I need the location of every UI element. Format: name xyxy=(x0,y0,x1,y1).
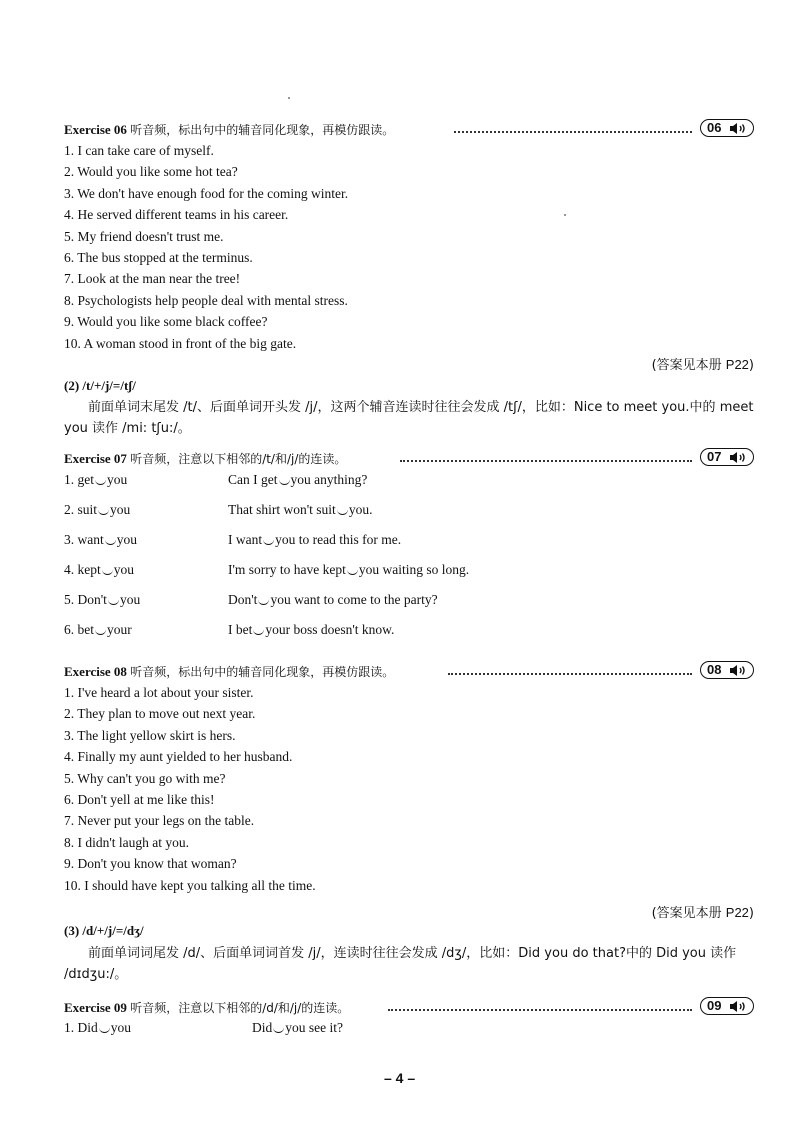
example-sentence xyxy=(252,1020,343,1036)
word-2: you xyxy=(119,592,141,607)
word-2: you xyxy=(116,532,137,547)
liaison-mark xyxy=(337,508,348,515)
list-item: 7. Never put your legs on the table. xyxy=(64,813,255,829)
word-2: you xyxy=(110,1020,131,1035)
pair-row xyxy=(64,618,754,648)
exercise-06-list xyxy=(64,140,348,354)
exercise-instruction: 听音频，注意以下相邻的/t/和/j/的连读。 xyxy=(130,452,347,466)
pair-row xyxy=(64,468,754,498)
example-sentence xyxy=(228,592,438,608)
liaison-mark xyxy=(95,478,106,485)
exercise-label: Exercise 08 xyxy=(64,664,127,679)
answer-suffix: ) xyxy=(748,358,754,373)
liaison-mark xyxy=(347,568,358,575)
pair-row xyxy=(64,558,754,588)
answer-prefix: (答案见本册 xyxy=(651,906,726,921)
list-item: 3. We don't have enough food for the coming winter. xyxy=(64,185,349,201)
exercise-instruction: 听音频，标出句中的辅音同化现象，再模仿跟读。 xyxy=(130,665,395,679)
word-1: bet xyxy=(77,622,94,637)
exercise-06-title xyxy=(64,121,394,138)
speaker-icon xyxy=(730,123,746,134)
sentence-part-2: you. xyxy=(348,502,373,517)
sentence-part-1: I'm sorry to have kept xyxy=(228,562,346,577)
exercise-label: Exercise 07 xyxy=(64,451,127,466)
word-1: want xyxy=(77,532,104,547)
sentence-part-1: Did xyxy=(252,1020,273,1035)
answer-page: P22 xyxy=(725,357,749,372)
item-number: 1. xyxy=(64,1020,75,1035)
item-number: 4. xyxy=(64,562,75,577)
item-number: 2. xyxy=(64,502,75,517)
exercise-instruction: 听音频，标出句中的辅音同化现象，再模仿跟读。 xyxy=(130,123,395,137)
example-sentence xyxy=(228,562,469,578)
liaison-mark xyxy=(253,628,264,635)
list-item: 8. Psychologists help people deal with mental stress. xyxy=(64,292,348,308)
sentence-part-2: you want to come to the party? xyxy=(270,592,438,607)
list-item: 4. Finally my aunt yielded to her husband. xyxy=(64,749,293,765)
item-number: 1. xyxy=(64,472,75,487)
dotted-leader xyxy=(400,460,692,462)
liaison-mark xyxy=(95,628,106,635)
sentence-part-2: you waiting so long. xyxy=(358,562,470,577)
list-item: 6. The bus stopped at the terminus. xyxy=(64,249,253,265)
exercise-instruction: 听音频，注意以下相邻的/d/和/j/的连读。 xyxy=(130,1001,350,1015)
item-number: 3. xyxy=(64,532,75,547)
exercise-08-title xyxy=(64,663,394,680)
track-number: 08 xyxy=(707,662,722,677)
word-2: you xyxy=(107,472,128,487)
pair-row xyxy=(64,498,754,528)
track-number: 09 xyxy=(707,998,722,1013)
scan-speck xyxy=(564,214,566,216)
sentence-part-1: That shirt won't suit xyxy=(228,502,336,517)
list-item: 9. Don't you know that woman? xyxy=(64,856,237,872)
track-number: 07 xyxy=(707,449,722,464)
list-item: 6. Don't yell at me like this! xyxy=(64,791,215,807)
list-item: 3. The light yellow skirt is hers. xyxy=(64,727,236,743)
list-item: 2. They plan to move out next year. xyxy=(64,706,256,722)
list-item: 2. Would you like some hot tea? xyxy=(64,164,238,180)
dotted-leader xyxy=(388,1009,692,1011)
liaison-mark xyxy=(279,478,290,485)
sentence-part-1: Don't xyxy=(228,592,258,607)
example-sentence xyxy=(228,472,367,488)
word-1: suit xyxy=(77,502,98,517)
word-2: your xyxy=(107,622,132,637)
word-1: Did xyxy=(77,1020,98,1035)
word-pair xyxy=(64,562,134,578)
answer-reference xyxy=(652,354,754,373)
exercise-08-header xyxy=(64,661,754,683)
liaison-mark xyxy=(258,598,269,605)
answer-prefix: (答案见本册 xyxy=(651,358,726,373)
exercise-07-header xyxy=(64,448,754,470)
sentence-part-2: your boss doesn't know. xyxy=(265,622,395,637)
workbook-page xyxy=(64,0,754,1131)
section-2-title: (2) /t/+/j/=/tʃ/ xyxy=(64,378,136,393)
exercise-label: Exercise 06 xyxy=(64,122,127,137)
exercise-07-title xyxy=(64,450,346,467)
audio-track-badge[interactable] xyxy=(700,997,754,1015)
answer-page: P22 xyxy=(725,905,749,920)
liaison-mark xyxy=(273,1026,284,1033)
example-sentence xyxy=(228,532,401,548)
word-pair xyxy=(64,622,132,638)
exercise-07-pairs xyxy=(64,468,754,648)
dotted-leader xyxy=(448,673,692,675)
page-number: – 4 – xyxy=(384,1070,416,1086)
word-pair xyxy=(64,532,137,548)
exercise-09-title xyxy=(64,999,349,1016)
audio-track-badge[interactable] xyxy=(700,448,754,466)
liaison-mark xyxy=(98,508,109,515)
list-item: 10. I should have kept you talking all the time. xyxy=(64,877,316,893)
speaker-icon xyxy=(730,665,746,676)
word-1: kept xyxy=(77,562,101,577)
dotted-leader xyxy=(454,131,692,133)
section-2-description: 前面单词末尾发 /t/、后面单词开头发 /j/，这两个辅音连读时往往会发成 /tʃ/，比如：Nice to meet you.中的 meet you 读作 /mi: tʃu:/。 xyxy=(64,400,754,436)
liaison-mark xyxy=(102,568,113,575)
word-pair xyxy=(64,502,130,518)
list-item: 1. I can take care of myself. xyxy=(64,143,214,158)
example-sentence xyxy=(228,622,394,638)
item-number: 5. xyxy=(64,592,75,607)
track-number: 06 xyxy=(707,120,722,135)
list-item: 5. My friend doesn't trust me. xyxy=(64,228,224,244)
word-2: you xyxy=(110,502,131,517)
pair-row xyxy=(64,1016,754,1046)
list-item: 7. Look at the man near the tree! xyxy=(64,271,241,287)
example-sentence xyxy=(228,502,372,518)
sentence-part-2: you to read this for me. xyxy=(275,532,402,547)
item-number: 6. xyxy=(64,622,75,637)
list-item: 8. I didn't laugh at you. xyxy=(64,834,190,850)
speaker-icon xyxy=(730,452,746,463)
sentence-part-1: Can I get xyxy=(228,472,278,487)
list-item: 4. He served different teams in his career. xyxy=(64,207,289,223)
section-3-title: (3) /d/+/j/=/dʒ/ xyxy=(64,923,144,938)
sentence-part-1: I want xyxy=(228,532,263,547)
answer-suffix: ) xyxy=(748,906,754,921)
pair-row xyxy=(64,588,754,618)
word-pair xyxy=(64,1020,131,1036)
word-1: get xyxy=(77,472,94,487)
list-item: 9. Would you like some black coffee? xyxy=(64,314,268,330)
exercise-08-list xyxy=(64,682,316,896)
list-item: 10. A woman stood in front of the big gate. xyxy=(64,335,297,351)
sentence-part-2: you see it? xyxy=(285,1020,343,1035)
liaison-mark xyxy=(99,1026,110,1033)
answer-reference xyxy=(652,902,754,921)
word-pair xyxy=(64,472,127,488)
list-item: 5. Why can't you go with me? xyxy=(64,770,226,786)
speaker-icon xyxy=(730,1001,746,1012)
pair-row xyxy=(64,528,754,558)
sentence-part-2: you anything? xyxy=(290,472,368,487)
audio-track-badge[interactable] xyxy=(700,661,754,679)
word-pair xyxy=(64,592,140,608)
exercise-09-pairs xyxy=(64,1016,754,1046)
liaison-mark xyxy=(105,538,116,545)
scan-speck xyxy=(288,97,290,99)
audio-track-badge[interactable] xyxy=(700,119,754,137)
liaison-mark xyxy=(108,598,119,605)
word-2: you xyxy=(113,562,134,577)
exercise-06-header xyxy=(64,119,754,141)
exercise-label: Exercise 09 xyxy=(64,1000,127,1015)
sentence-part-1: I bet xyxy=(228,622,253,637)
word-1: Don't xyxy=(77,592,107,607)
liaison-mark xyxy=(263,538,274,545)
section-3-description: 前面单词词尾发 /d/、后面单词词首发 /j/，连读时往往会发成 /dʒ/，比如：Did you do that?中的 Did you 读作 /dɪdʒu:/。 xyxy=(64,946,737,982)
list-item: 1. I've heard a lot about your sister. xyxy=(64,685,254,700)
